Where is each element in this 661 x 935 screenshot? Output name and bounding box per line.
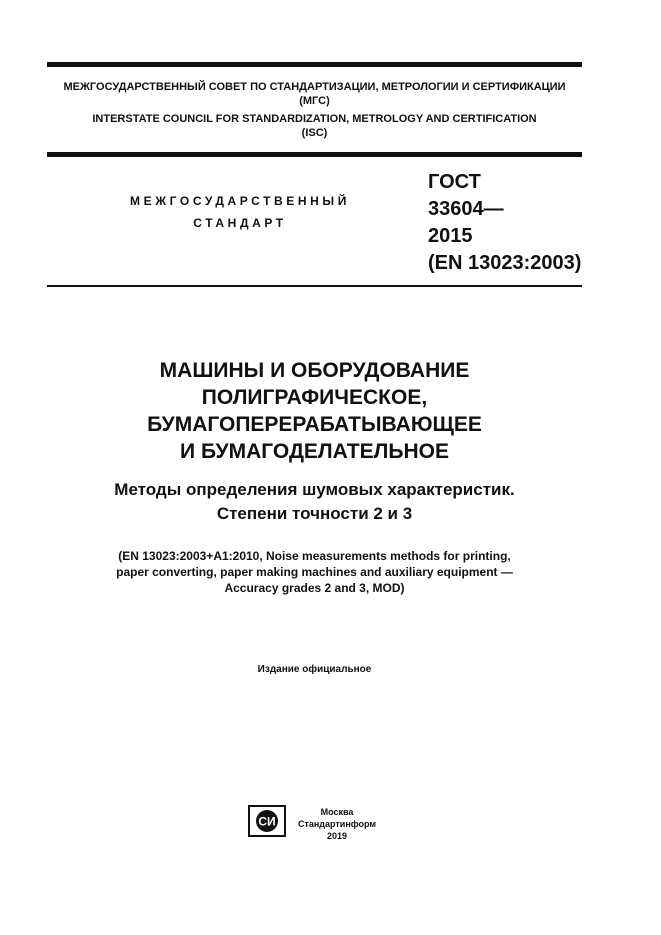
designation-rule <box>47 285 582 287</box>
title-line1: МАШИНЫ И ОБОРУДОВАНИЕ <box>159 359 470 382</box>
standard-kind-line1: МЕЖГОСУДАРСТВЕННЫЙ <box>130 194 350 208</box>
standard-kind-line2: СТАНДАРТ <box>193 216 287 230</box>
document-subtitle <box>47 478 582 526</box>
title-line3: БУМАГОПЕРЕРАБАТЫВАЮЩЕЕ <box>147 413 482 436</box>
council-name-en-text: INTERSTATE COUNCIL FOR STANDARDIZATION, METROLOGY AND CERTIFICATION <box>92 113 537 125</box>
subtitle-line2: Степени точности 2 и 3 <box>216 504 413 523</box>
publisher-name: Стандартинформ <box>297 819 377 829</box>
publisher <box>292 806 382 842</box>
council-name-ru <box>47 80 582 108</box>
designation-equivalent: (EN 13023:2003) <box>428 252 582 274</box>
designation-year: 2015 <box>428 225 473 247</box>
header-rule <box>47 152 582 157</box>
council-abbr-ru: (МГС) <box>299 95 330 107</box>
standartinform-logo-icon <box>248 805 286 837</box>
council-name-ru-text: МЕЖГОСУДАРСТВЕННЫЙ СОВЕТ ПО СТАНДАРТИЗАЦИИ, МЕТРОЛОГИИ И СЕРТИФИКАЦИИ <box>63 81 566 93</box>
document-title <box>47 357 582 465</box>
council-name-en <box>47 112 582 140</box>
reference-line1: (EN 13023:2003+A1:2010, Noise measurements methods for printing, <box>118 549 511 563</box>
international-reference <box>47 548 582 596</box>
top-rule <box>47 62 582 67</box>
publisher-city: Москва <box>320 807 354 817</box>
publisher-year: 2019 <box>326 831 348 841</box>
council-abbr-en: (ISC) <box>301 127 328 139</box>
standard-kind <box>100 190 380 234</box>
reference-line2: paper converting, paper making machines and auxiliary equipment — <box>116 565 513 579</box>
title-line4: И БУМАГОДЕЛАТЕЛЬНОЕ <box>180 440 449 463</box>
logo-lettering: СИ <box>258 814 276 829</box>
subtitle-line1: Методы определения шумовых характеристик. <box>114 480 515 499</box>
edition-label: Издание официальное <box>257 664 372 675</box>
title-line2: ПОЛИГРАФИЧЕСКОЕ, <box>201 386 428 409</box>
reference-line3: Accuracy grades 2 and 3, MOD) <box>224 581 405 595</box>
designation-number: 33604— <box>428 198 504 220</box>
designation <box>428 169 581 277</box>
designation-prefix: ГОСТ <box>428 171 481 193</box>
